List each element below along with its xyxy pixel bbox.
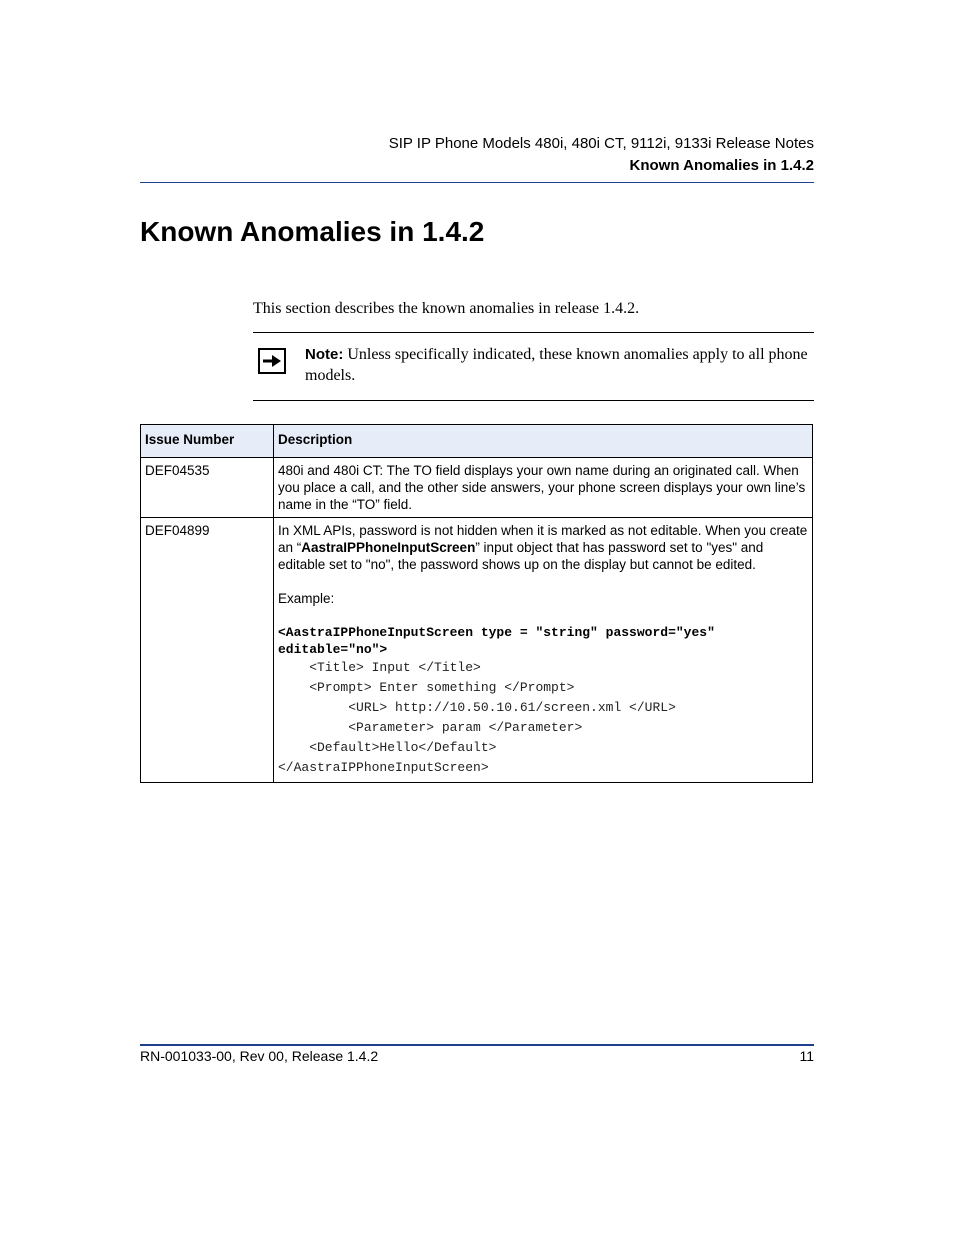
issue-number: DEF04535 [141, 458, 274, 518]
note-body: Unless specifically indicated, these known anomalies apply to all phone models. [305, 346, 808, 384]
description-text: In XML APIs, password is not hidden when it is marked as not editable. When you create an “AastraIPPhoneInputScreen” input object that has password set to "yes" and editable set to "no", the password shows up on the display but cannot be edited. [278, 523, 808, 572]
note-block [305, 344, 810, 386]
issue-number: DEF04899 [141, 518, 274, 783]
code-line: <Prompt> Enter something </Prompt> [278, 680, 575, 695]
issue-description: 480i and 480i CT: The TO field displays your own name during an originated call. When you place a call, and the other side answers, your phone screen displays your own line’s name in the “TO” field. [274, 458, 813, 518]
footer-doc-id: RN-001033-00, Rev 00, Release 1.4.2 [140, 1048, 379, 1064]
page-number: 11 [799, 1048, 814, 1064]
note-bottom-rule [253, 400, 814, 401]
running-header-section: Known Anomalies in 1.4.2 [629, 157, 814, 174]
code-line: <Parameter> param </Parameter> [278, 720, 583, 735]
footer-rule [140, 1044, 814, 1046]
code-line: <Title> Input </Title> [278, 660, 481, 675]
code-line: <URL> http://10.50.10.61/screen.xml </URL> [278, 700, 676, 715]
code-opening-tag: <AastraIPPhoneInputScreen type = "string" password="yes" editable="no"> [278, 625, 715, 657]
anomalies-table [140, 424, 813, 783]
example-label: Example: [278, 591, 335, 606]
intro-paragraph: This section describes the known anomalies in release 1.4.2. [253, 300, 640, 317]
note-top-rule [253, 332, 814, 333]
header-rule [140, 182, 814, 183]
arrow-right-icon [258, 348, 286, 374]
table-header-row [141, 425, 813, 458]
code-line: </AastraIPPhoneInputScreen> [278, 760, 489, 775]
page-title: Known Anomalies in 1.4.2 [140, 216, 485, 247]
code-line: <Default>Hello</Default> [278, 740, 497, 755]
column-header-issue: Issue Number [141, 425, 274, 458]
issue-description [274, 518, 813, 783]
object-name: AastraIPPhoneInputScreen [301, 540, 476, 555]
running-header-title: SIP IP Phone Models 480i, 480i CT, 9112i, 9133i Release Notes [388, 135, 814, 152]
table-row [141, 518, 813, 783]
table-row [141, 458, 813, 518]
column-header-description: Description [274, 425, 813, 458]
note-label: Note: [305, 346, 344, 363]
